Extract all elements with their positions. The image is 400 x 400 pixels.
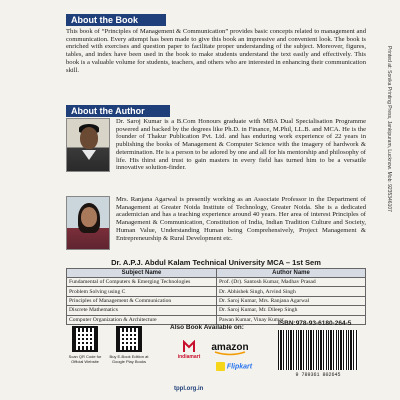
- qr-code-website[interactable]: [72, 326, 98, 352]
- barcode: [278, 330, 358, 370]
- footer: [66, 320, 366, 400]
- author2-photo: [66, 196, 110, 250]
- table-row: [67, 296, 366, 305]
- about-author-heading: About the Author: [66, 105, 170, 117]
- author-cell: Pawan Kumar, Vinay Kumar: [217, 315, 366, 324]
- barcode-number: 9 789361 802645: [295, 372, 341, 378]
- table-row: [67, 306, 366, 315]
- printer-info: Printed at: Sonika Printing Press, Jankipuram, Lucknow. Mob: 9235346107: [386, 46, 392, 212]
- flipkart-icon: [216, 362, 225, 371]
- flipkart-logo: Flipkart: [214, 362, 254, 371]
- column-header: Subject Name: [67, 269, 217, 278]
- university-title: Dr. A.P.J. Abdul Kalam Technical University MCA – 1st Sem: [111, 258, 321, 267]
- also-available-label: Also Book Available on:: [170, 324, 244, 331]
- subject-cell: Computer Organization & Architecture: [67, 315, 217, 324]
- about-book-heading: About the Book: [66, 14, 166, 26]
- indiamart-logo: indiamart: [174, 340, 204, 360]
- about-book-text: This book of “Principles of Management & Communication” provides basic concepts related to management and communication. Every attempt has been made to give this book an impressive and convenient look. The book is enriched with exercises and question paper to facilitate proper understanding of the subject. Moreover, figures, tables, and index have been used in the book to make students understand the text easily and effectively. This book is a valuable volume for students, teachers, and others who are interested in enhancing their communication skill.: [66, 28, 366, 74]
- subject-cell: Discrete Mathematics: [67, 306, 217, 315]
- qr-code-ebook[interactable]: [116, 326, 142, 352]
- author2-bio: Mrs. Ranjana Agarwal is presently working as an Associate Professor in the Department of Management at Greater Noida Institute of Technology, Greater Noida. She is a dedicated academician and has a teaching experience around 40 years. Her area of interest Principles of Management & Communication, Constitution of India, Indian Tradition Culture and Society, Human Value, Understanding Human being Comprehensively, Project Management & Entrepreneurship & Rural Development etc.: [116, 196, 366, 242]
- author-cell: Dr. Saroj Kumar, Mrs. Ranjana Agarwal: [217, 296, 366, 305]
- qr-label-ebook: Buy E-Book Edition at Google Play Books: [109, 354, 149, 364]
- column-header: Author Name: [217, 269, 366, 278]
- qr-label-website: Scan QR Code for Official Website: [68, 354, 102, 364]
- isbn-label: ISBN:978-93-6180-264-5: [278, 320, 352, 327]
- author1-bio: Dr. Saroj Kumar is a B.Com Honours graduate with MBA Dual Specialisation Programme powered and backed by the degrees like Ph.D. in Finance, M.Phil, LL.B. and MCA. He is the founder of Thakur Publication Pvt. Ltd. and has enduring work experience of 22 years in publishing the books of Management & Computer Science with the imagery of hardwork & determination. He is a person to be adored by one and all for his mentorship and philosophy of life. His thirst and trust to gain masters in every field has turned him to be a versatile innovative solution-finder.: [116, 118, 366, 172]
- author-cell: Dr. Saroj Kumar, Mr. Dileep Singh: [217, 306, 366, 315]
- author-cell: Prof. (Dr). Santosh Kumar, Madhav Prasad: [217, 278, 366, 287]
- indiamart-icon: [182, 340, 196, 354]
- author-cell: Dr. Abhishek Singh, Arvind Singh: [217, 287, 366, 296]
- subject-cell: Principles of Management & Communication: [67, 296, 217, 305]
- website-link[interactable]: tppl.org.in: [174, 386, 204, 392]
- subjects-table: [66, 268, 366, 325]
- amazon-logo: amazon: [208, 342, 252, 356]
- subject-cell: Problem Solving using C: [67, 287, 217, 296]
- author1-photo: [66, 118, 110, 172]
- subject-cell: Fundamental of Computers & Emerging Technologies: [67, 278, 217, 287]
- table-header-row: [67, 269, 366, 278]
- table-row: [67, 287, 366, 296]
- table-row: [67, 278, 366, 287]
